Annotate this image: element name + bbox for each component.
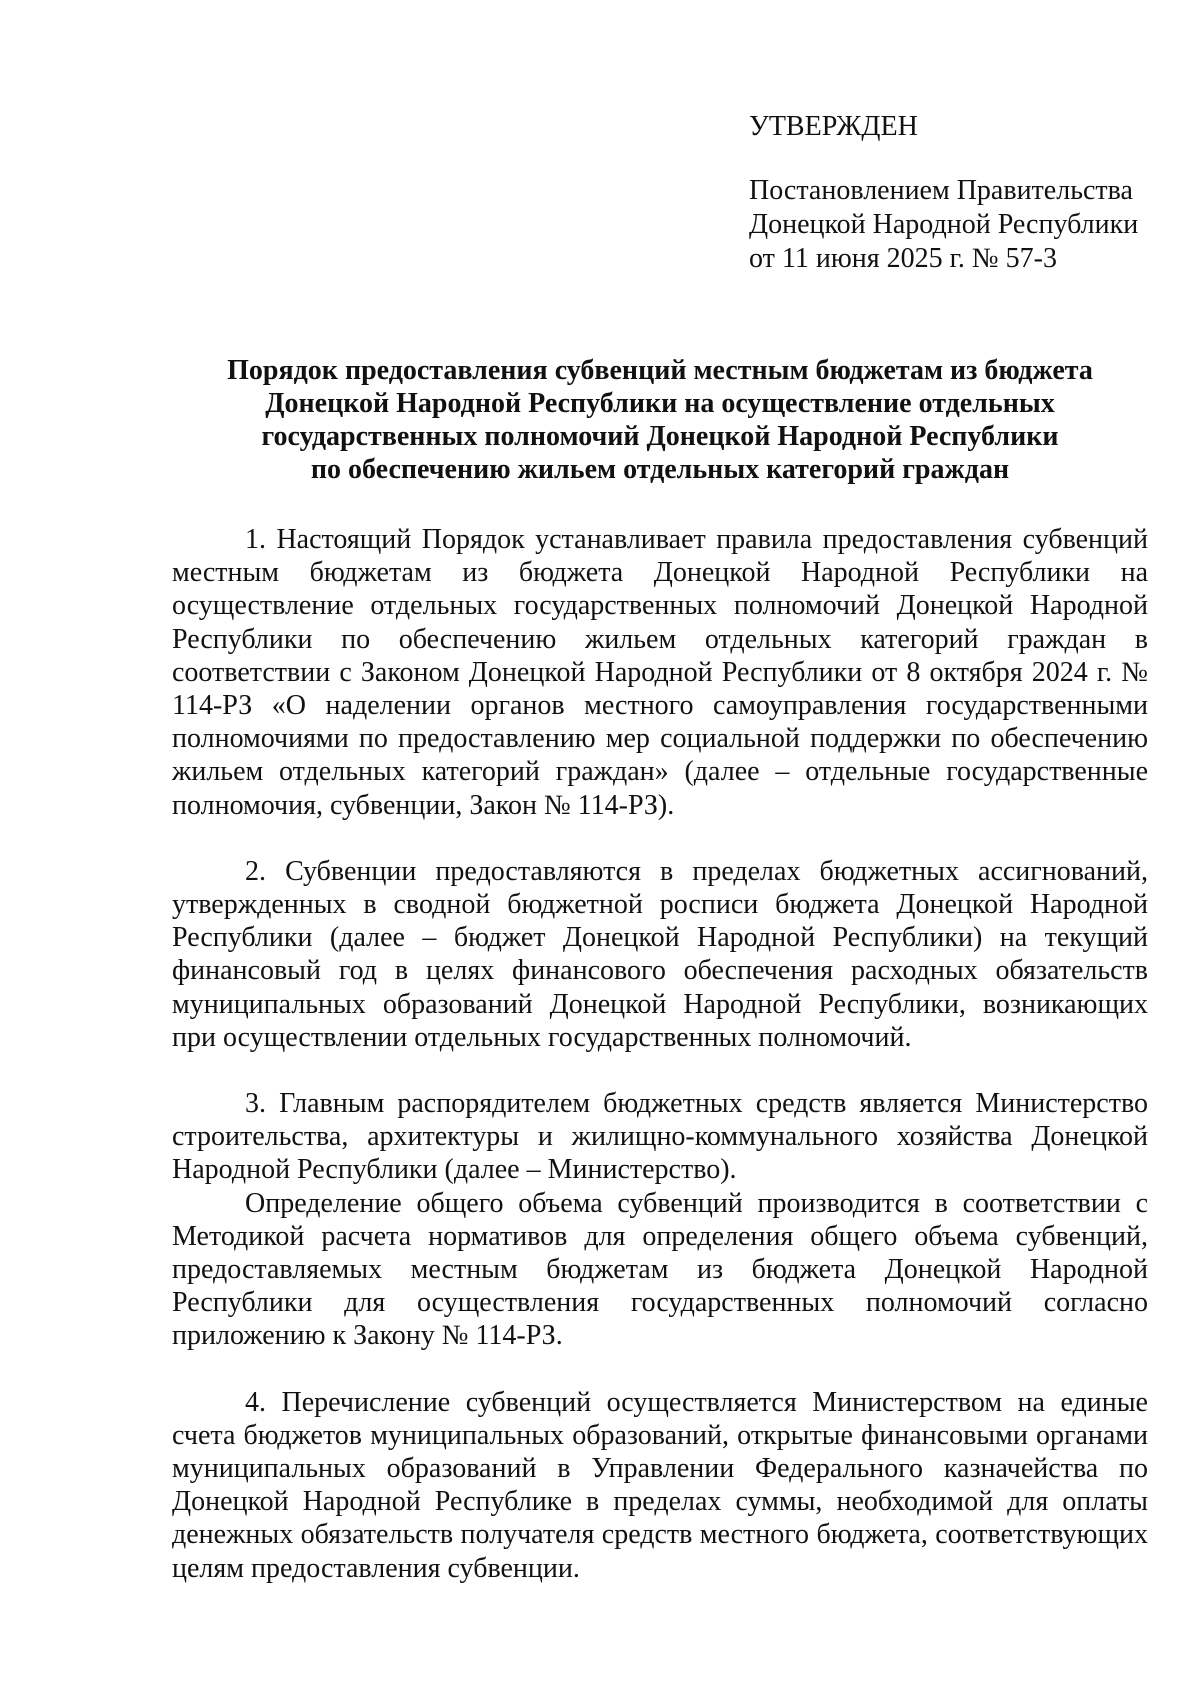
document-title bbox=[172, 354, 1148, 486]
paragraph-1: 1. Настоящий Порядок устанавливает правила предоставления субвенций местным бюджетам из бюджета Донецкой Народной Республики на осуществление отдельных государственных полномочий Донецкой Народной Республики по обеспечению жильем отдельных категорий граждан в соответствии с Законом Донецкой Народной Республики от 8 октября 2024 г. № 114-РЗ «О наделении органов местного самоуправления государственными полномочиями по предоставлению мер социальной поддержки по обеспечению жильем отдельных категорий граждан» (далее – отдельные государственные полномочия, субвенции, Закон № 114-РЗ). bbox=[172, 524, 1148, 821]
document-body bbox=[172, 523, 1148, 1585]
paragraph-4: 4. Перечисление субвенций осуществляется Министерством на единые счета бюджетов муниципальных образований, открытые финансовыми органами муниципальных образований в Управлении Федерального казначейства по Донецкой Народной Республике в пределах суммы, необходимой для оплаты денежных обязательств получателя средств местного бюджета, соответствующих целям предоставления субвенции. bbox=[172, 1386, 1148, 1584]
approved-stamp-text: УТВЕРЖДЕН bbox=[749, 111, 918, 142]
approval-line-2: Донецкой Народной Республики bbox=[749, 209, 1139, 240]
title-line-4: по обеспечению жильем отдельных категорий граждан bbox=[310, 454, 1010, 485]
approval-block bbox=[749, 110, 1169, 276]
title-line-1: Порядок предоставления субвенций местным бюджетам из бюджета bbox=[227, 355, 1093, 386]
approval-line-1: Постановлением Правительства bbox=[749, 175, 1133, 206]
title-line-2: Донецкой Народной Республики на осуществление отдельных bbox=[265, 388, 1055, 419]
approval-line-3: от 11 июня 2025 г. № 57-3 bbox=[749, 243, 1057, 274]
paragraph-3-continued: Определение общего объема субвенций производится в соответствии с Методикой расчета нормативов для определения общего объема субвенций, предоставляемых местным бюджетам из бюджета Донецкой Народной Республики для осуществления государственных полномочий согласно приложению к Закону № 114-РЗ. bbox=[172, 1187, 1148, 1352]
paragraph-3: 3. Главным распорядителем бюджетных средств является Министерство строительства, архитектуры и жилищно-коммунального хозяйства Донецкой Народной Республики (далее – Министерство). bbox=[172, 1088, 1148, 1186]
paragraph-2: 2. Субвенции предоставляются в пределах бюджетных ассигнований, утвержденных в сводной бюджетной росписи бюджета Донецкой Народной Республики (далее – бюджет Донецкой Народной Республики) на текущий финансовый год в целях финансового обеспечения расходных обязательств муниципальных образований Донецкой Народной Республики, возникающих при осуществлении отдельных государственных полномочий. bbox=[172, 855, 1148, 1053]
title-line-3: государственных полномочий Донецкой Народной Республики bbox=[261, 421, 1059, 452]
